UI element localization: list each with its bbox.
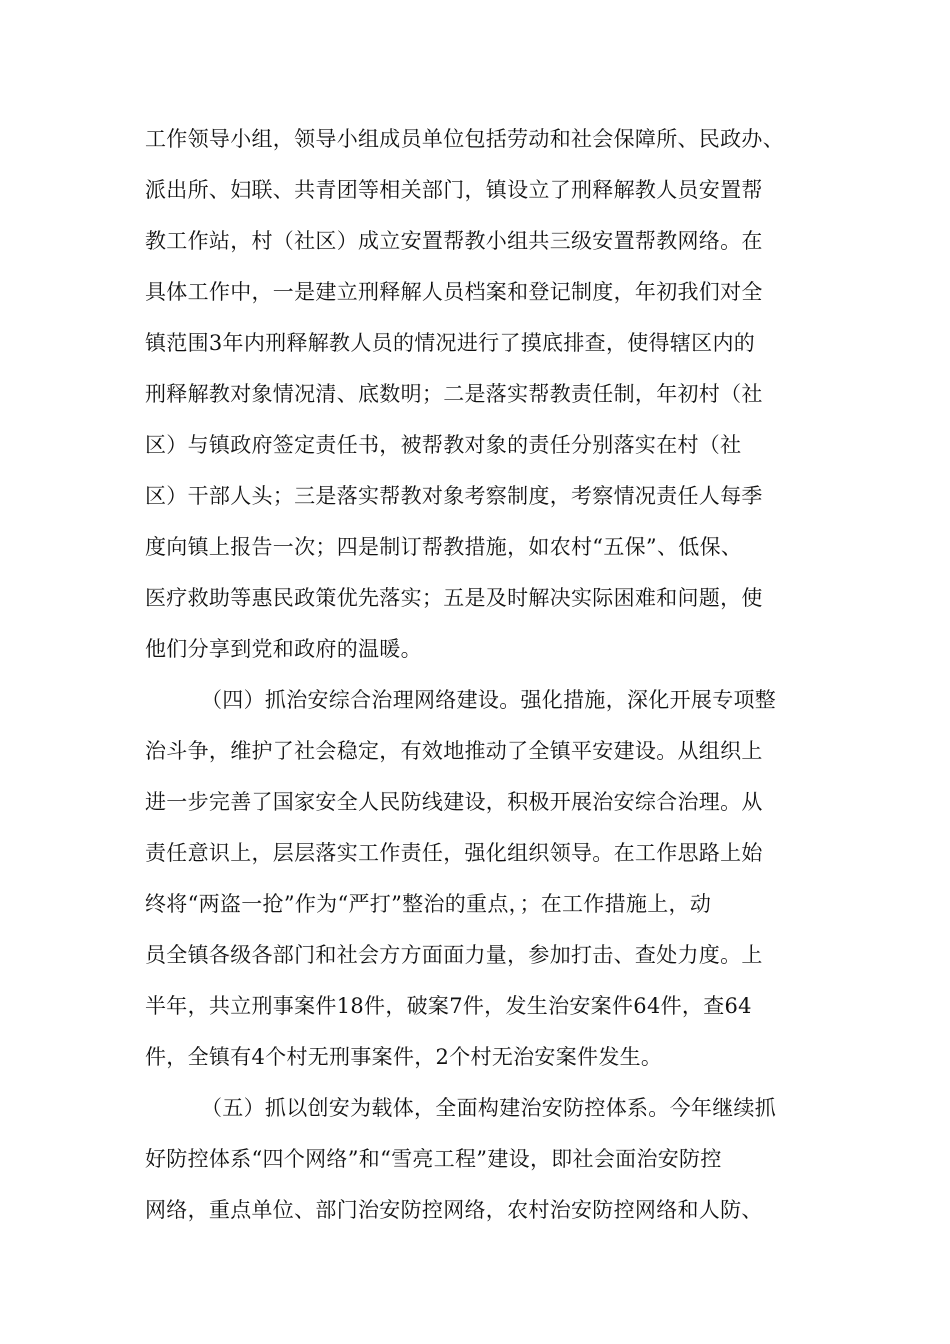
text-line: 进一步完善了国家安全人民防线建设，积极开展治安综合治理。从	[145, 790, 763, 814]
text-line: 医疗救助等惠民政策优先落实；五是及时解决实际困难和问题，使	[145, 586, 763, 610]
text-line: 终将“两盗一抢”作为“严打”整治的重点，；在工作措施上，动	[145, 892, 712, 916]
text-line: 区）干部人头；三是落实帮教对象考察制度，考察情况责任人每季	[145, 484, 763, 508]
text-line: 网络，重点单位、部门治安防控网络，农村治安防控网络和人防、	[145, 1198, 763, 1222]
text-line: 好防控体系“四个网络”和“雪亮工程”建设，即社会面治安防控	[145, 1147, 722, 1171]
text-line: 派出所、妇联、共青团等相关部门，镇设立了刑释解教人员安置帮	[145, 178, 763, 202]
text-line: 工作领导小组，领导小组成员单位包括劳动和社会保障所、民政办、	[145, 127, 784, 151]
text-line: 他们分享到党和政府的温暖。	[145, 637, 422, 661]
text-line: 治斗争，维护了社会稳定，有效地推动了全镇平安建设。从组织上	[145, 739, 763, 763]
text-line: 员全镇各级各部门和社会方方面面力量，参加打击、查处力度。上	[145, 943, 763, 967]
text-line: 刑释解教对象情况清、底数明；二是落实帮教责任制，年初村（社	[145, 382, 763, 406]
section-heading-line: （四）抓治安综合治理网络建设。强化措施，深化开展专项整	[201, 688, 777, 712]
text-line: 教工作站，村（社区）成立安置帮教小组共三级安置帮教网络。在	[145, 229, 763, 253]
text-line: 责任意识上，层层落实工作责任，强化组织领导。在工作思路上始	[145, 841, 763, 865]
text-line: 件，全镇有4个村无刑事案件，2个村无治安案件发生。	[145, 1045, 663, 1069]
text-line: 镇范围3年内刑释解教人员的情况进行了摸底排查，使得辖区内的	[145, 331, 756, 355]
section-heading-line: （五）抓以创安为载体，全面构建治安防控体系。今年继续抓	[201, 1096, 777, 1120]
text-line: 半年，共立刑事案件18件，破案7件，发生治安案件64件，查64	[145, 994, 752, 1018]
text-line: 区）与镇政府签定责任书，被帮教对象的责任分别落实在村（社	[145, 433, 742, 457]
text-line: 度向镇上报告一次；四是制订帮教措施，如农村“五保”、低保、	[145, 535, 743, 559]
text-line: 具体工作中，一是建立刑释解人员档案和登记制度，年初我们对全	[145, 280, 763, 304]
